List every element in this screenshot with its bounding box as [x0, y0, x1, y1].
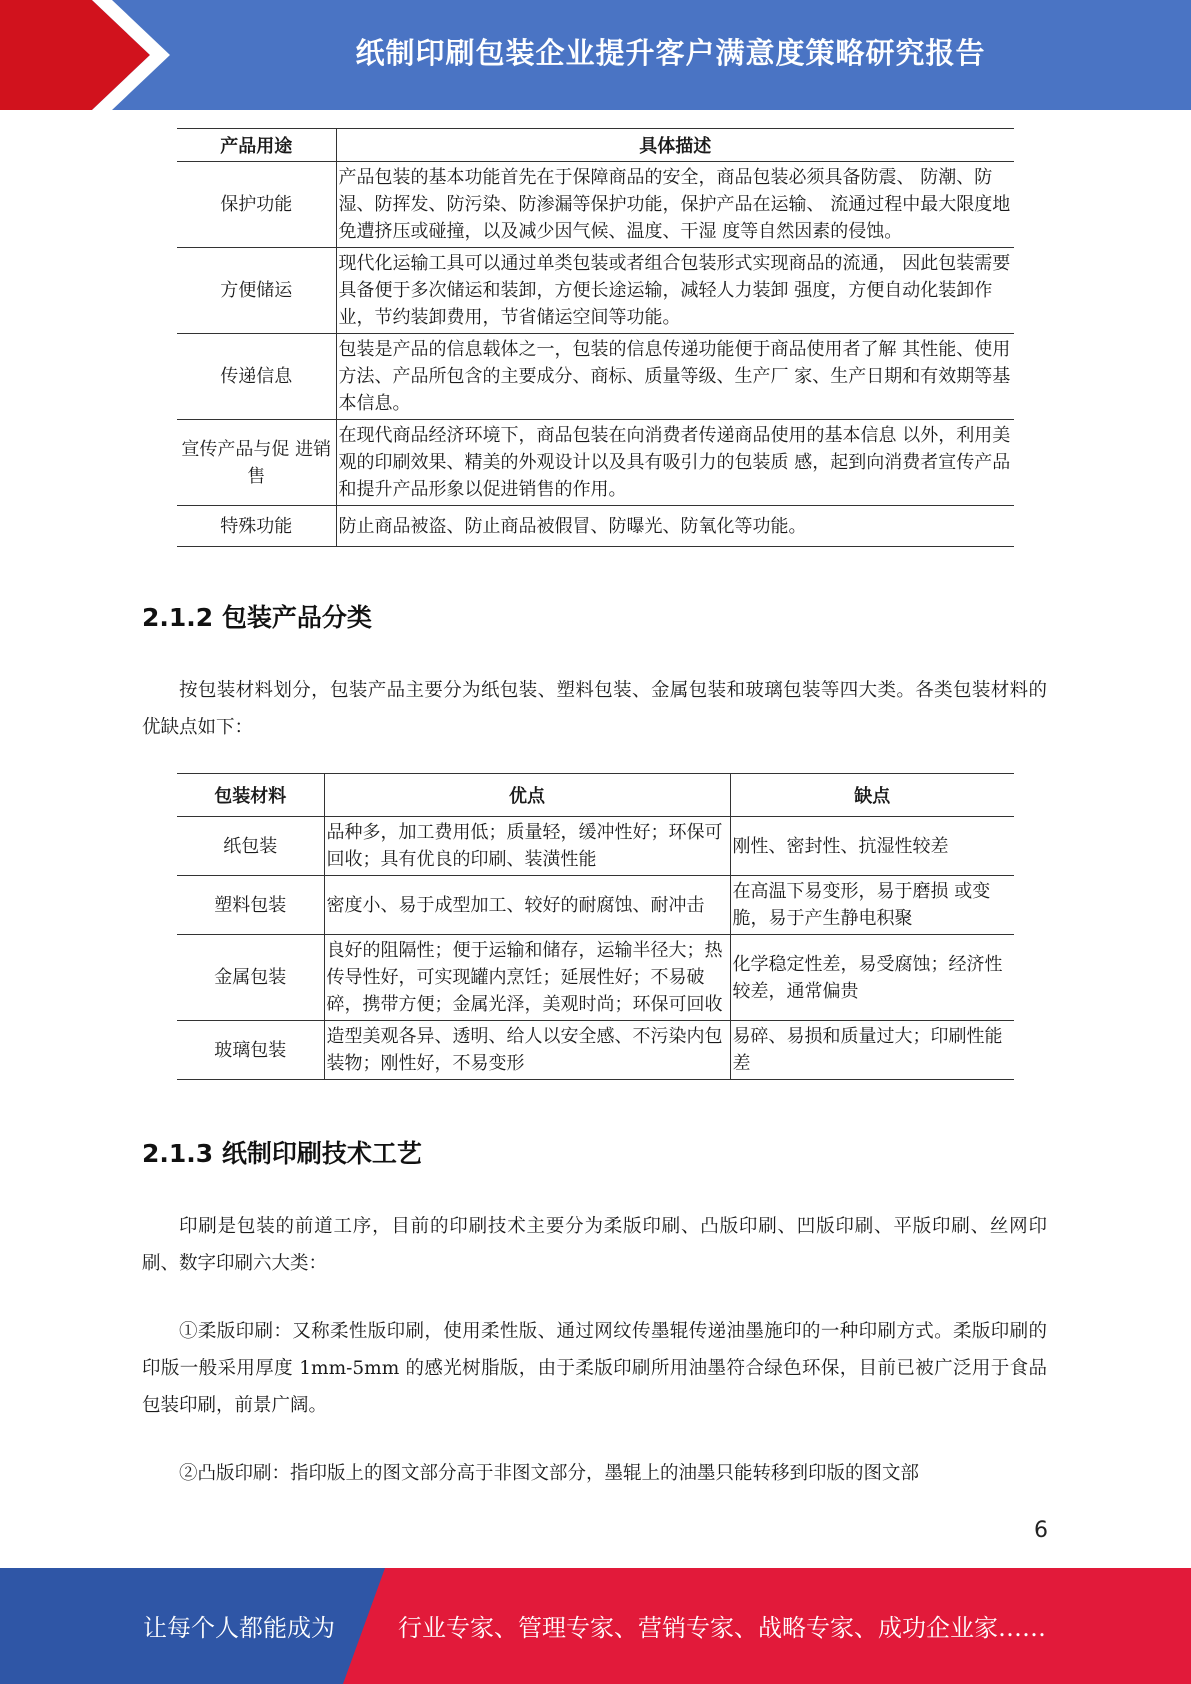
use-label: 传递信息	[177, 334, 336, 420]
section-intro-paragraph: 按包装材料划分，包装产品主要分为纸包装、塑料包装、金属包装和玻璃包装等四大类。各类包装材料的优缺点如下：	[142, 680, 1047, 738]
printing-intro-paragraph: 印刷是包装的前道工序，目前的印刷技术主要分为柔版印刷、凸版印刷、凹版印刷、平版印刷、丝网印刷、数字印刷六大类：	[142, 1216, 1047, 1274]
report-title: 纸制印刷包装企业提升客户满意度策略研究报告	[355, 36, 986, 70]
use-label: 方便储运	[177, 248, 336, 334]
material-pros: 良好的阻隔性；便于运输和储存，运输半径大；热传导性好，可实现罐内烹饪；延展性好；不易破碎，携带方便；金属光泽，美观时尚；环保可回收	[324, 935, 730, 1021]
material-name: 金属包装	[177, 935, 324, 1021]
use-description: 包装是产品的信息载体之一，包装的信息传递功能便于商品使用者了解 其性能、使用方法、产品所包含的主要成分、商标、质量等级、生产厂 家、生产日期和有效期等基本信息。	[336, 334, 1014, 420]
column-header: 包装材料	[177, 774, 324, 817]
page-header	[0, 0, 1191, 110]
material-name: 塑料包装	[177, 876, 324, 935]
material-cons: 化学稳定性差，易受腐蚀；经济性较差，通常偏贵	[730, 935, 1014, 1021]
material-cons: 在高温下易变形，易于磨损 或变脆，易于产生静电积聚	[730, 876, 1014, 935]
table-row	[177, 420, 1014, 506]
use-label: 特殊功能	[177, 506, 336, 547]
table-row	[177, 334, 1014, 420]
material-pros: 密度小、易于成型加工、较好的耐腐蚀、耐冲击	[324, 876, 730, 935]
column-header: 具体描述	[336, 129, 1014, 162]
table-row	[177, 162, 1014, 248]
packaging-material-table	[177, 773, 1014, 1080]
use-label: 宣传产品与促 进销售	[177, 420, 336, 506]
product-use-table	[177, 128, 1014, 547]
table-row	[177, 817, 1014, 876]
table-row	[177, 935, 1014, 1021]
use-description: 现代化运输工具可以通过单类包装或者组合包装形式实现商品的流通， 因此包装需要具备便于多次储运和装卸，方便长途运输，减轻人力装卸 强度，方便自动化装卸作业，节约装卸费用，节省储运空间等功能。	[336, 248, 1014, 334]
page-footer	[0, 1568, 1191, 1684]
material-pros: 品种多，加工费用低；质量轻，缓冲性好；环保可回收；具有优良的印刷、装潢性能	[324, 817, 730, 876]
column-header: 产品用途	[177, 129, 336, 162]
table-row	[177, 248, 1014, 334]
material-name: 纸包装	[177, 817, 324, 876]
footer-slogan-right: 行业专家、管理专家、营销专家、战略专家、成功企业家……	[398, 1614, 1046, 1642]
column-header: 缺点	[730, 774, 1014, 817]
page-number: 6	[1034, 1518, 1048, 1543]
use-description: 防止商品被盗、防止商品被假冒、防曝光、防氧化等功能。	[336, 506, 1014, 547]
use-label: 保护功能	[177, 162, 336, 248]
use-description: 在现代商品经济环境下，商品包装在向消费者传递商品使用的基本信息 以外，利用美观的印刷效果、精美的外观设计以及具有吸引力的包装质 感，起到向消费者宣传产品和提升产品形象以促进销售的作用。	[336, 420, 1014, 506]
material-cons: 易碎、易损和质量过大；印刷性能差	[730, 1021, 1014, 1080]
material-name: 玻璃包装	[177, 1021, 324, 1080]
section-heading-2-1-2: 2.1.2 包装产品分类	[142, 603, 372, 632]
material-pros: 造型美观各异、透明、给人以安全感、不污染内包装物；刚性好，不易变形	[324, 1021, 730, 1080]
footer-slogan-left: 让每个人都能成为	[143, 1614, 335, 1642]
letterpress-printing-paragraph: ②凸版印刷：指印版上的图文部分高于非图文部分，墨辊上的油墨只能转移到印版的图文部	[179, 1463, 920, 1484]
table-row	[177, 876, 1014, 935]
flexo-printing-paragraph: ①柔版印刷：又称柔性版印刷，使用柔性版、通过网纹传墨辊传递油墨施印的一种印刷方式。柔版印刷的印版一般采用厚度 1mm-5mm 的感光树脂版，由于柔版印刷所用油墨符合绿色环保，目前已被广泛用于食品包装印刷，前景广阔。	[142, 1321, 1047, 1416]
section-heading-2-1-3: 2.1.3 纸制印刷技术工艺	[142, 1139, 422, 1168]
table-row	[177, 506, 1014, 547]
material-cons: 刚性、密封性、抗湿性较差	[730, 817, 1014, 876]
table-row	[177, 1021, 1014, 1080]
use-description: 产品包装的基本功能首先在于保障商品的安全，商品包装必须具备防震、 防潮、防湿、防挥发、防污染、防渗漏等保护功能，保护产品在运输、 流通过程中最大限度地免遭挤压或碰撞，以及减少因气候、温度、干湿 度等自然因素的侵蚀。	[336, 162, 1014, 248]
column-header: 优点	[324, 774, 730, 817]
